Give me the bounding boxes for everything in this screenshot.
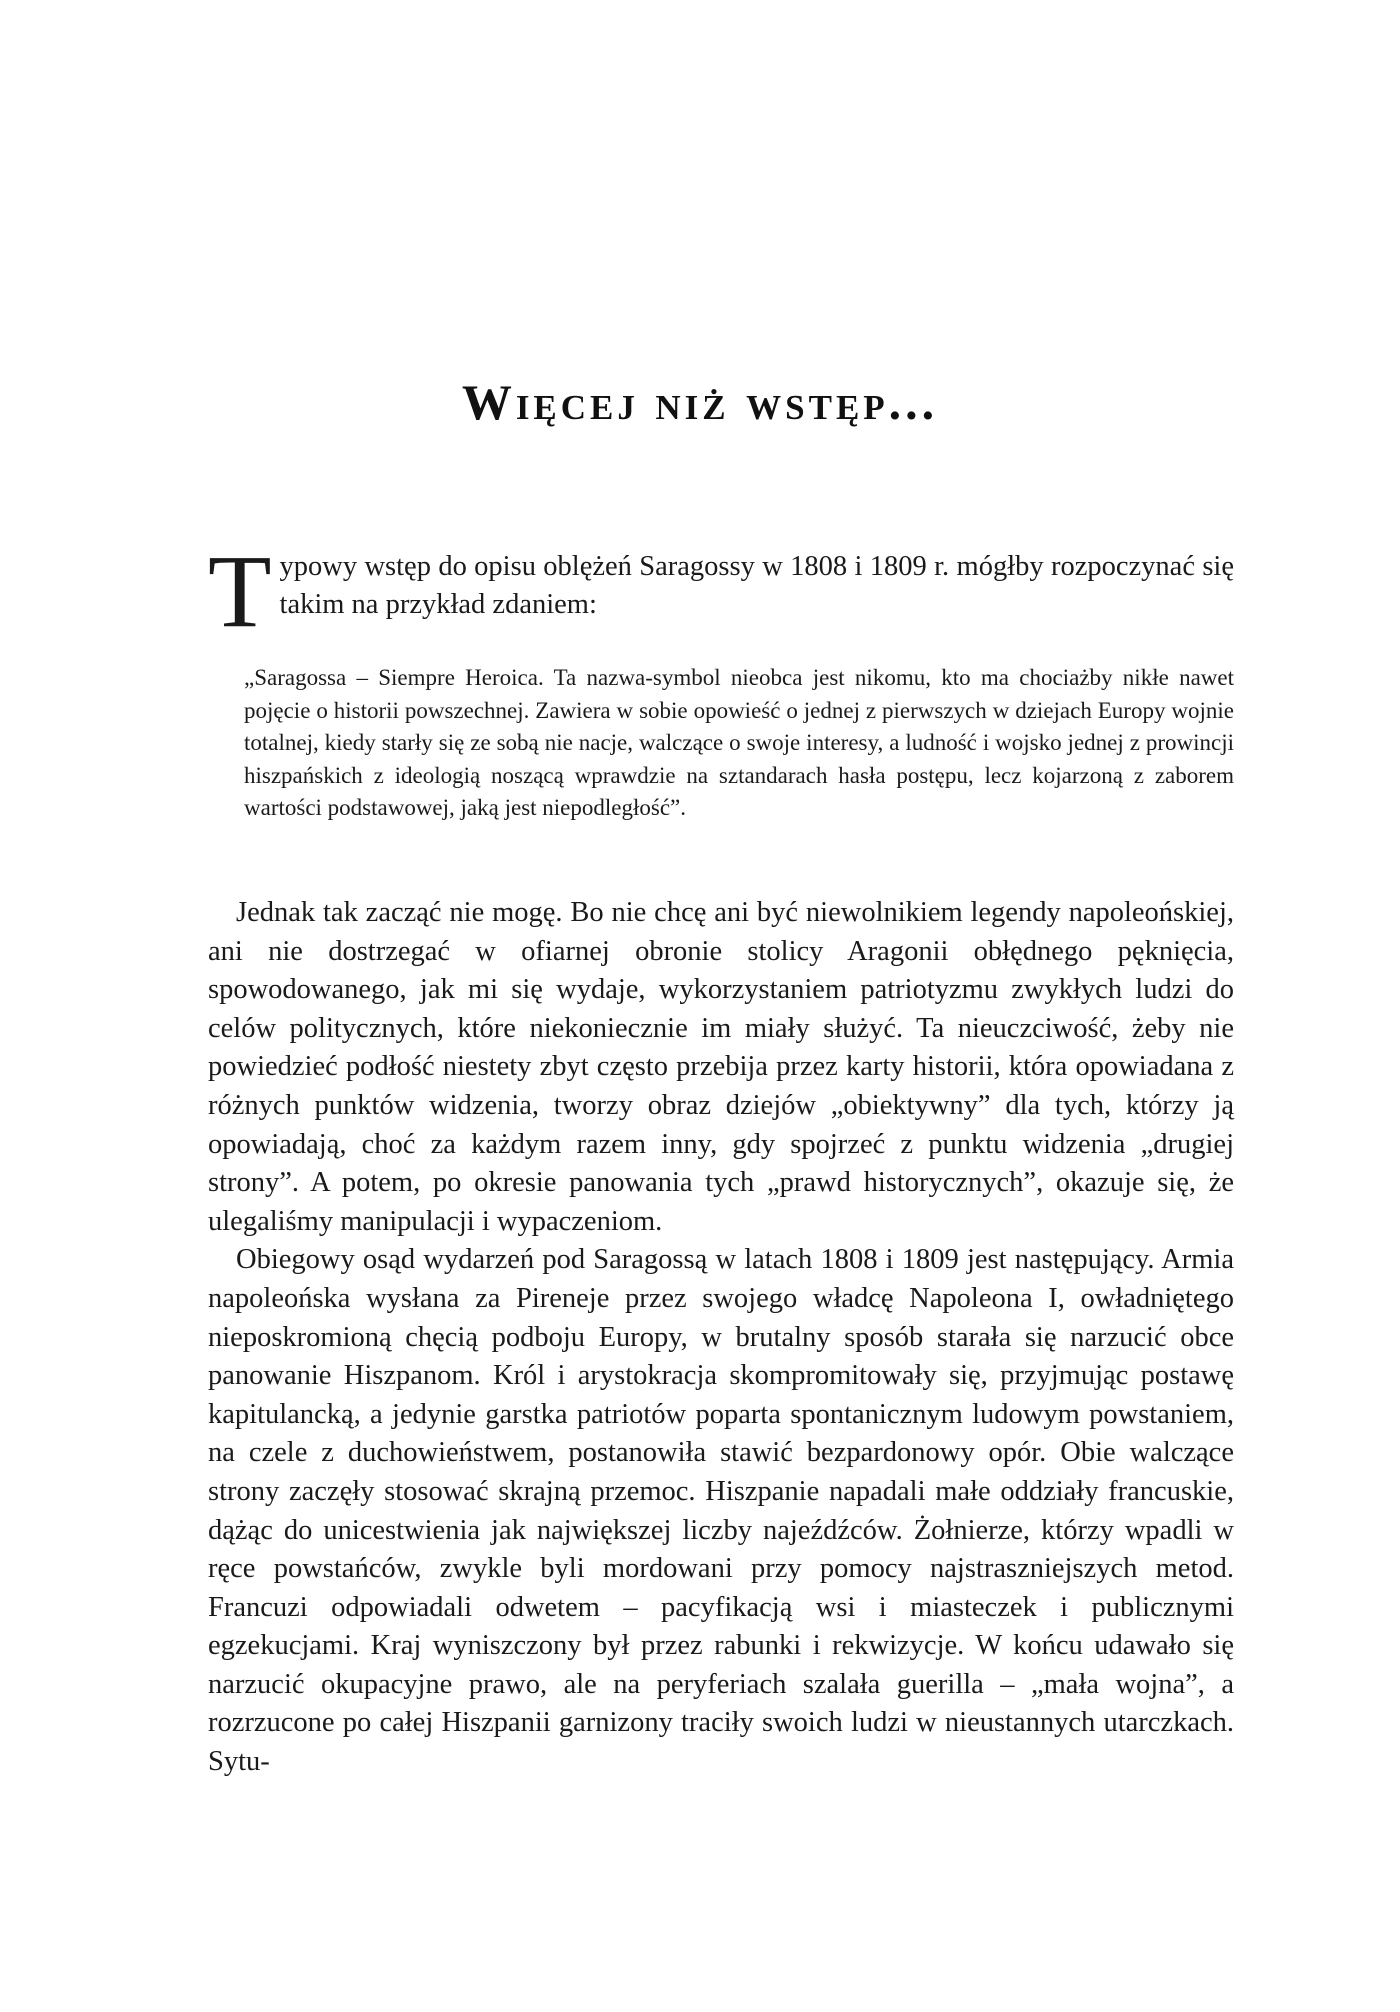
drop-cap: T [208, 534, 272, 649]
chapter-title: Więcej niż wstęp... [461, 374, 939, 430]
intro-paragraph [208, 534, 1234, 649]
block-quote: „Saragossa – Siempre Heroica. Ta nazwa-symbol nieobca jest nikomu, kto ma chociażby nikłe nawet pojęcie o historii powszechnej. Zawiera w sobie opowieść o jednej z pierwszych w dziejach Europy wojnie totalnej, kiedy starły się ze sobą nie nacje, walczące o swoje interesy, a ludność i wojsko jednej z prowincji hiszpańskich z ideologią noszącą wprawdzie na sztandarach hasła postępu, lecz kojarzoną z zaborem wartości podstawowej, jaką jest niepodległość”. [244, 665, 1234, 820]
body-paragraph: Jednak tak zacząć nie mogę. Bo nie chcę ani być niewolnikiem legendy napoleońskiej, ani nie dostrzegać w ofiarnej obronie stolicy Aragonii obłędnego pęknięcia, spowodowanego, jak mi się wydaje, wykorzystaniem patriotyzmu zwykłych ludzi do celów politycznych, które niekoniecznie im miały służyć. Ta nieuczciwość, żeby nie powiedzieć podłość niestety zbyt często przebija przez karty historii, która opowiadana z różnych punktów widzenia, tworzy obraz dziejów „obiektywny” dla tych, którzy ją opowiadają, choć za każdym razem inny, gdy spojrzeć z punktu widzenia „drugiej strony”. A potem, po okresie panowania tych „prawd historycznych”, okazuje się, że ulegaliśmy manipulacji i wypaczeniom. [208, 897, 1234, 1237]
intro-text: ypowy wstęp do opisu oblężeń Saragossy w 1808 i 1809 r. mógłby rozpoczynać się takim na przykład zdaniem: [279, 551, 1234, 620]
body-text [208, 894, 1234, 1782]
body-paragraph: Obiegowy osąd wydarzeń pod Saragossą w latach 1808 i 1809 jest następujący. Armia napoleońska wysłana za Pireneje przez swojego władcę Napoleona I, owładniętego nieposkromioną chęcią podboju Europy, w brutalny sposób starała się narzucić obce panowanie Hiszpanom. Król i arystokracja skompromitowały się, przyjmując postawę kapitulancką, a jedynie garstka patriotów poparta spontanicznym ludowym powstaniem, na czele z duchowieństwem, postanowiła stawić bezpardonowy opór. Obie walczące strony zaczęły stosować skrajną przemoc. Hiszpanie napadali małe oddziały francuskie, dążąc do unicestwienia jak największej liczby najeźdźców. Żołnierze, którzy wpadli w ręce powstańców, zwykle byli mordowani przy pomocy najstraszniejszych metod. Francuzi odpowiadali odwetem – pacyfikacją wsi i miasteczek i publicznymi egzekucjami. Kraj wyniszczony był przez rabunki i rekwizycje. W końcu udawało się narzucić okupacyjne prawo, ale na peryferiach szalała guerilla – „mała wojna”, a rozrzucone po całej Hiszpanii garnizony traciły swoich ludzi w nieustannych utarczkach. Sytu- [208, 1244, 1234, 1778]
